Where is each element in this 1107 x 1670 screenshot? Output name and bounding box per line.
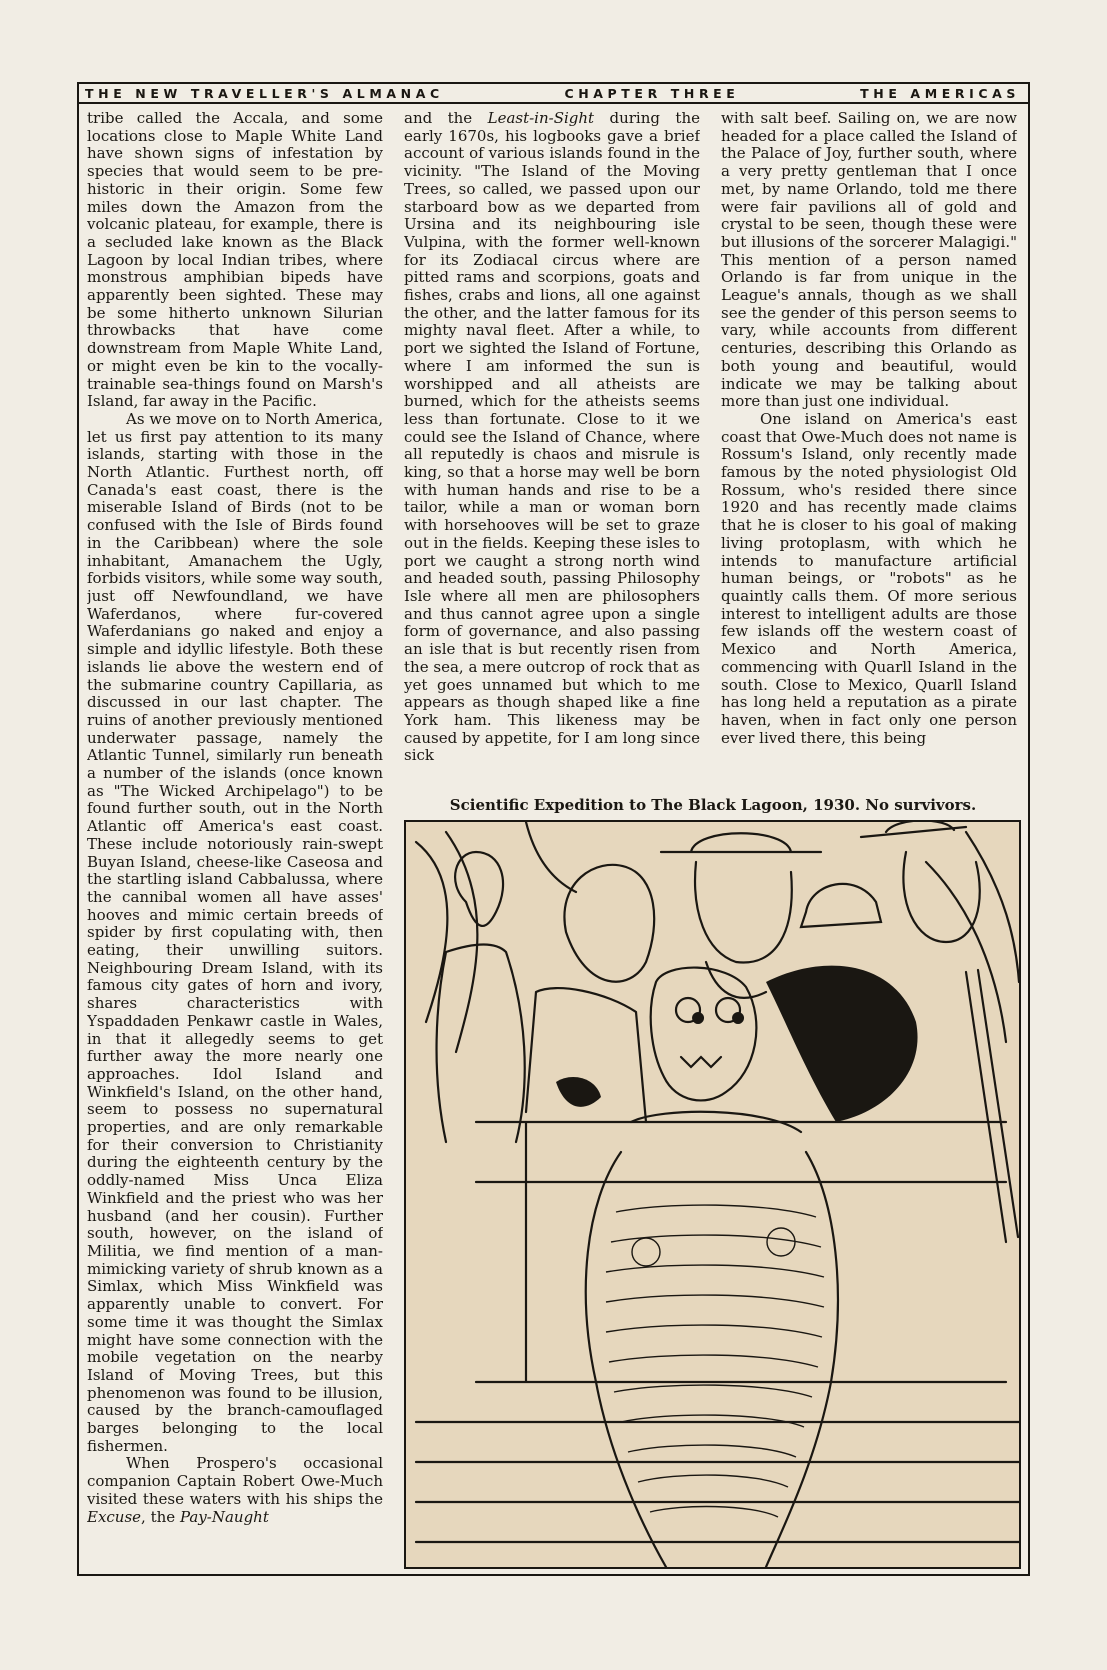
header-book-title: THE NEW TRAVELLER'S ALMANAC bbox=[85, 85, 444, 101]
figure-head-grinning-man bbox=[564, 865, 654, 982]
text-column-right bbox=[721, 110, 1017, 822]
paragraph: with salt beef. Sailing on, we are now headed for a place called the Island of the Palace of Joy, further south, where a very pretty gentleman that I once met, by name Orlando, told me there were fair pavilions all of gold and crystal to be seen, though these were but illusions of the sorcerer Malagigi." This mention of a person named Orlando is far from unique in the League's annals, though as we shall see the gender of this person seems to vary, while accounts from different centuries, describing this Orlando as both young and beautiful, would indicate we may be talking about more than just one individual. bbox=[721, 110, 1017, 411]
shadow-hand bbox=[556, 1077, 601, 1107]
paragraph bbox=[404, 110, 700, 765]
text-run: during the early 1670s, his logbooks gave a brief account of various islands found in the vicinity. "The Island of the Moving Trees, so called, we passed upon our starboard bow as we departed from Ursina and its neighbouring isle Vulpina, with the former well-known for its Zodiacal circus where are pitted rams and scorpions, goats and fishes, crabs and lions, all one against the other, and the latter famous for its mighty naval fleet. After a while, to port we sighted the Island of Fortune, where I am informed the sun is worshipped and all atheists are burned, which for the atheists seems less than fortunate. Close to it we could see the Island of Chance, where all reputedly is chaos and misrule is king, so that a horse may well be born with human hands and rise to be a tailor, while a man or woman born with horsehooves will be set to graze out in the fields. Keeping these isles to port we caught a strong north wind and headed south, passing Philosophy Isle where all men are philosophers and thus cannot agree upon a single form of governance, and also passing an isle that is but recently risen from the sea, a mere outcrop of rock that as yet goes unnamed but which to me appears as though shaped like a fine York ham. This likeness may be caused by appetite, for I am long since sick bbox=[404, 110, 700, 765]
figure-body-left bbox=[437, 945, 525, 1143]
shadow-right-figure bbox=[766, 966, 918, 1122]
rifle-barrel bbox=[966, 970, 1018, 1242]
foliage-lines bbox=[416, 822, 576, 1052]
hat-brim-center bbox=[661, 833, 821, 852]
ship-name: Pay-Naught bbox=[179, 1507, 269, 1526]
ship-name: Least-in-Sight bbox=[487, 110, 595, 127]
header-section: THE AMERICAS bbox=[860, 85, 1020, 101]
text-run: When Prospero's occasional companion Captain Robert Owe-Much visited these waters with his ships the bbox=[87, 1454, 383, 1508]
ship-name: Excuse bbox=[87, 1507, 142, 1526]
illustration-caption: Scientific Expedition to The Black Lagoon, 1930. No survivors. bbox=[449, 796, 977, 814]
illustration-black-lagoon bbox=[404, 820, 1021, 1569]
running-header bbox=[79, 84, 1028, 104]
paragraph: tribe called the Accala, and some locations close to Maple White Land have shown signs of infestation by species that would seem to be pre-historic in their origin. Some few miles down the Amazon from the volcanic plateau, for example, there is a secluded lake known as the Black Lagoon by local Indian tribes, where monstrous amphibian bipeds have apparently been sighted. These may be some hitherto unknown Silurian throwbacks that have come downstream from Maple White Land, or might even be kin to the vocally-trainable sea-things found on Marsh's Island, far away in the Pacific. bbox=[87, 110, 383, 411]
illustration-artwork bbox=[406, 822, 1019, 1567]
creature-scales bbox=[606, 1205, 824, 1517]
figure-head-left bbox=[455, 852, 503, 926]
paragraph: One island on America's east coast that Owe-Much does not name is Rossum's Island, only recently made famous by the noted physiologist Old Rossum, who's resided there since 1920 and has recently made claims that he is closer to his goal of making living protoplasm, with which he intends to manufacture artificial human beings, or "robots" as he quaintly calls them. Of more serious interest to intelligent adults are those few islands off the western coast of Mexico and North America, commencing with Quarll Island in the south. Close to Mexico, Quarll Island has long held a reputation as a pirate haven, when in fact only one person ever lived there, this being bbox=[721, 409, 1017, 747]
paragraph bbox=[87, 1455, 383, 1526]
text-run: and the bbox=[404, 110, 473, 127]
text-column-left bbox=[87, 110, 383, 1574]
beard-lines bbox=[706, 962, 766, 998]
header-chapter: CHAPTER THREE bbox=[564, 85, 740, 101]
page-frame bbox=[77, 82, 1030, 1576]
pith-helmet bbox=[801, 884, 881, 927]
dock-planks bbox=[416, 1122, 1019, 1542]
text-run: , the bbox=[141, 1507, 176, 1526]
text-column-middle bbox=[404, 110, 700, 822]
hat-brim-right bbox=[861, 822, 966, 837]
figure-head-right bbox=[903, 852, 979, 942]
creature-teeth bbox=[681, 1057, 721, 1067]
creature-head bbox=[651, 968, 757, 1101]
ink-shadows bbox=[556, 966, 918, 1122]
paragraph: As we move on to North America, let us first pay attention to its many islands, starting with those in the North Atlantic. Furthest north, off Canada's east coast, there is the miserable Island of Birds (not to be confused with the Isle of Birds found in the Caribbean) where the sole inhabitant, Amanachem the Ugly, forbids visitors, while some way south, just off Newfoundland, we have Waferdanos, where fur-covered Waferdanians go naked and enjoy a simple and idyllic lifestyle. Both these islands lie above the western end of the submarine country Capillaria, as discussed in our last chapter. The ruins of another previously mentioned underwater passage, namely the Atlantic Tunnel, similarly run beneath a number of the islands (once known as "The Wicked Archipelago") to be found further south, out in the North Atlantic off America's east coast. These include notoriously rain-swept Buyan Island, cheese-like Caseosa and the startling island Cabbalussa, where the cannibal women all have asses' hooves and mimic certain breeds of spider by first copulating with, then eating, their unwilling suitors. Neighbouring Dream Island, with its famous city gates of horn and ivory, shares characteristics with Yspaddaden Penkawr castle in Wales, in that it allegedly seems to get further away the more nearly one approaches. Idol Island and Winkfield's Island, on the other hand, seem to possess no supernatural properties, and are only remarkable for their conversion to Christianity during the eighteenth century by the oddly-named Miss Unca Eliza Winkfield and the priest who was her husband (and her cousin). Further south, however, on the island of Militia, we find mention of a man-mimicking variety of shrub known as a Simlax, which Miss Winkfield was apparently unable to convert. For some time it was thought the Simlax might have some connection with the mobile vegetation on the nearby Island of Moving Trees, but this phenomenon was found to be illusion, caused by the branch-camouflaged barges belonging to the local fishermen. bbox=[87, 409, 383, 1455]
figure-head-hat-man bbox=[695, 862, 792, 962]
